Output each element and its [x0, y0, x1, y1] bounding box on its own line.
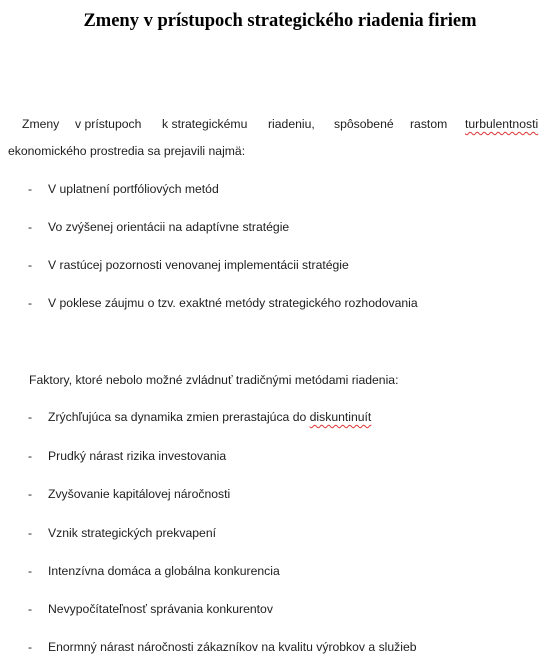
list-dash: - — [28, 296, 33, 310]
list-item-text: Nevypočítateľnosť správania konkurentov — [48, 602, 273, 616]
intro-word-spellcheck-flagged: turbulentnosti — [465, 117, 539, 131]
list-item-text: Prudký nárast rizika investovania — [48, 449, 227, 463]
list-item-text-part: Zrýchľujúca sa dynamika zmien prerastajúca do — [48, 410, 310, 424]
intro-word: v prístupoch — [75, 117, 142, 131]
intro-word: riadeniu, — [268, 117, 315, 131]
list-dash: - — [28, 449, 33, 463]
list-dash: - — [28, 526, 33, 540]
list-dash: - — [28, 220, 33, 234]
list-item-text: V rastúcej pozornosti venovanej implementácii stratégie — [48, 258, 349, 272]
list-item-text: Intenzívna domáca a globálna konkurencia — [48, 564, 280, 578]
list-item-text: V poklese záujmu o tzv. exaktné metódy strategického rozhodovania — [48, 296, 418, 310]
list-item-text: Enormný nárast náročnosti zákazníkov na kvalitu výrobkov a služieb — [48, 640, 417, 654]
intro-word: rastom — [410, 117, 448, 131]
list-dash: - — [28, 602, 33, 616]
list-item-text: Vo zvýšenej orientácii na adaptívne stratégie — [48, 220, 290, 234]
list-item-text: V uplatnení portfóliových metód — [48, 182, 219, 196]
factors-heading: Faktory, ktoré nebolo možné zvládnuť tradičnými metódami riadenia: — [29, 373, 399, 387]
list-dash: - — [28, 410, 33, 424]
spellcheck-flagged-word: diskuntinuít — [309, 410, 372, 424]
list-item-text — [48, 408, 371, 426]
list-item-text: Vznik strategických prekvapení — [48, 526, 216, 540]
intro-paragraph-line-2: ekonomického prostredia sa prejavili najmä: — [8, 144, 246, 158]
list-dash: - — [28, 564, 33, 578]
list-dash: - — [28, 640, 33, 654]
list-dash: - — [28, 487, 33, 501]
list-item-text: Zvyšovanie kapitálovej náročnosti — [48, 487, 231, 501]
document-title: Zmeny v prístupoch strategického riadenia firiem — [83, 11, 477, 31]
intro-word: spôsobené — [334, 117, 394, 131]
list-dash: - — [28, 182, 33, 196]
intro-word: k strategickému — [162, 117, 248, 131]
intro-word: Zmeny — [22, 117, 60, 131]
list-dash: - — [28, 258, 33, 272]
